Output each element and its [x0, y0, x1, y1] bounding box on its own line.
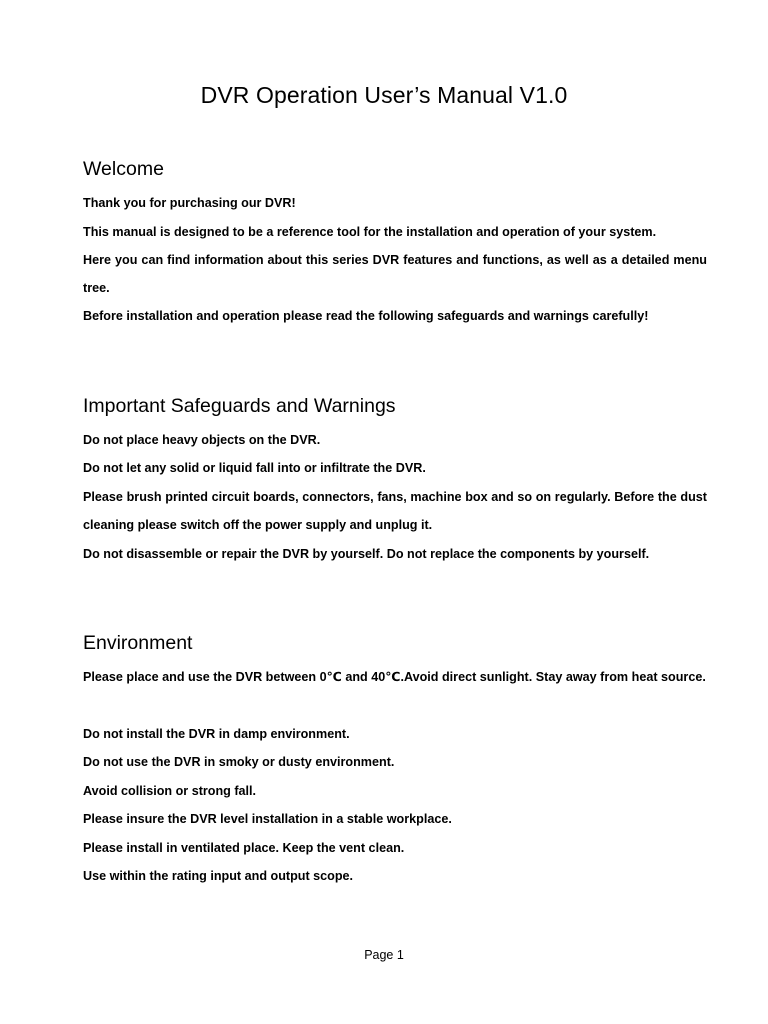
paragraph: Before installation and operation please read the following safeguards and warnings carefully! [83, 309, 649, 323]
paragraph: Do not let any solid or liquid fall into or infiltrate the DVR. [83, 461, 426, 475]
paragraph: Do not disassemble or repair the DVR by yourself. Do not replace the components by yourself. [83, 547, 650, 561]
section-heading-environment: Environment [83, 632, 193, 654]
paragraph: Do not use the DVR in smoky or dusty environment. [83, 755, 395, 769]
paragraph: Do not install the DVR in damp environment. [83, 727, 350, 741]
paragraph: Please place and use the DVR between 0℃ and 40℃.Avoid direct sunlight. Stay away from heat source. [83, 670, 706, 684]
paragraph: Avoid collision or strong fall. [83, 784, 257, 798]
paragraph: Please install in ventilated place. Keep the vent clean. [83, 841, 405, 855]
section-heading-safeguards: Important Safeguards and Warnings [83, 395, 396, 417]
paragraph: Do not place heavy objects on the DVR. [83, 433, 321, 447]
page-number: Page 1 [364, 948, 404, 962]
document-title: DVR Operation User’s Manual V1.0 [200, 82, 568, 108]
paragraph: Please insure the DVR level installation in a stable workplace. [83, 812, 452, 826]
paragraph: Use within the rating input and output scope. [83, 869, 354, 883]
paragraph: Please brush printed circuit boards, connectors, fans, machine box and so on regularly. Before the dust cleaning please switch off the power supply and unplug it. [83, 490, 707, 533]
paragraph: Here you can find information about this series DVR features and functions, as well as a detailed menu tree. [83, 253, 707, 296]
paragraph: Thank you for purchasing our DVR! [83, 196, 296, 210]
paragraph: This manual is designed to be a reference tool for the installation and operation of your system. [83, 225, 657, 239]
section-heading-welcome: Welcome [83, 158, 164, 180]
